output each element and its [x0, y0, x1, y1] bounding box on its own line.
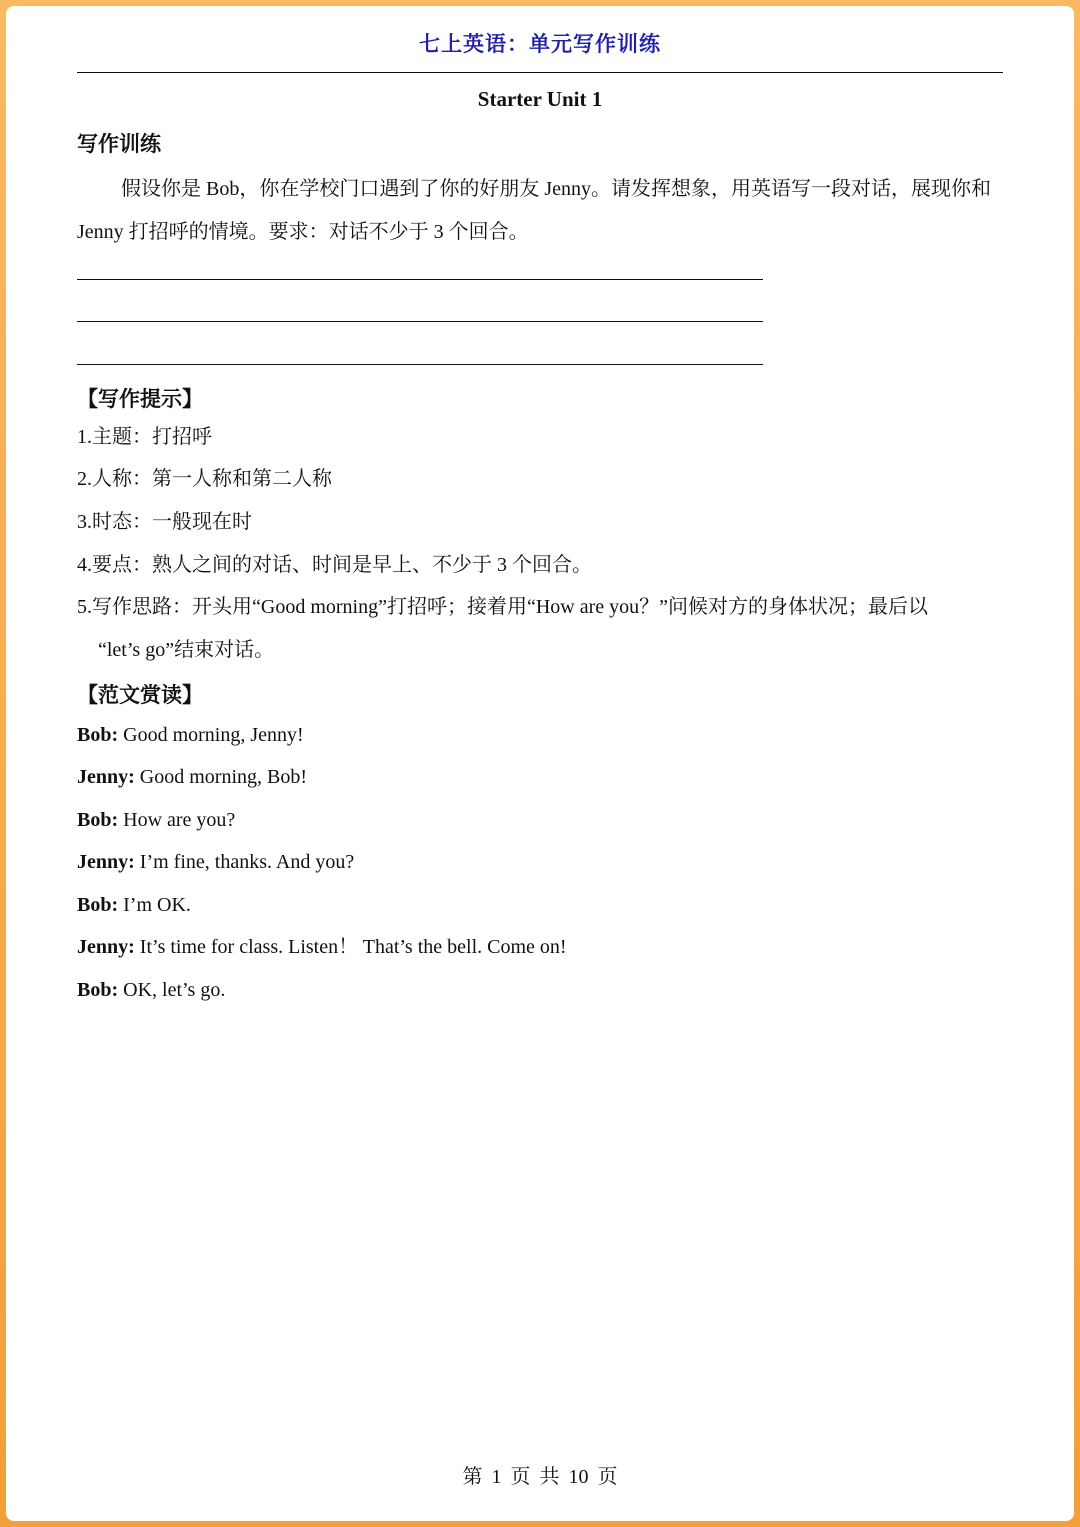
page-number: 第 1 页 共 10 页: [462, 1466, 618, 1488]
exercise-prompt: 假设你是 Bob，你在学校门口遇到了你的好朋友 Jenny。请发挥想象，用英语写一段对话，展现你和 Jenny 打招呼的情境。要求：对话不少于 3 个回合。: [77, 178, 991, 243]
speaker-name: Bob:: [77, 809, 119, 831]
tip-item: 2.人称：第一人称和第二人称: [77, 468, 332, 490]
speaker-name: Jenny:: [77, 851, 135, 873]
dialogue-line: [77, 884, 191, 927]
header-title: 七上英语：单元写作训练: [419, 32, 661, 56]
speaker-name: Bob:: [77, 724, 119, 746]
answer-line: [77, 364, 763, 365]
model-heading: 【范文赏读】: [77, 683, 203, 707]
tip-item: 1.主题：打招呼: [77, 426, 212, 448]
dialogue-text: It’s time for class. Listen！ That’s the bell. Come on!: [134, 936, 567, 958]
dialogue-line: [77, 841, 354, 884]
document-page: [6, 6, 1074, 1521]
answer-line: [77, 321, 763, 322]
dialogue-line: [77, 926, 567, 969]
dialogue-text: Good morning, Bob!: [134, 766, 308, 788]
dialogue-line: [77, 969, 225, 1012]
tip-item: 4.要点：熟人之间的对话、时间是早上、不少于 3 个回合。: [77, 554, 592, 576]
dialogue-line: [77, 714, 304, 757]
speaker-name: Jenny:: [77, 936, 135, 958]
speaker-name: Bob:: [77, 894, 119, 916]
header-divider: [77, 72, 1003, 73]
tip-item: 3.时态：一般现在时: [77, 511, 252, 533]
dialogue-text: How are you?: [118, 809, 236, 831]
tip-item: 5.写作思路：开头用“Good morning”打招呼；接着用“How are you？”问候对方的身体状况；最后以: [77, 596, 929, 618]
exercise-heading: 写作训练: [77, 132, 161, 156]
answer-line: [77, 279, 763, 280]
dialogue-text: Good morning, Jenny!: [118, 724, 304, 746]
tips-heading: 【写作提示】: [77, 387, 203, 411]
dialogue-text: OK, let’s go.: [118, 979, 226, 1001]
dialogue-line: [77, 799, 235, 842]
tip-item-continuation: “let’s go”结束对话。: [98, 639, 275, 661]
dialogue-line: [77, 756, 307, 799]
speaker-name: Bob:: [77, 979, 119, 1001]
unit-title: Starter Unit 1: [477, 87, 603, 111]
dialogue-text: I’m fine, thanks. And you?: [134, 851, 355, 873]
speaker-name: Jenny:: [77, 766, 135, 788]
dialogue-text: I’m OK.: [118, 894, 191, 916]
